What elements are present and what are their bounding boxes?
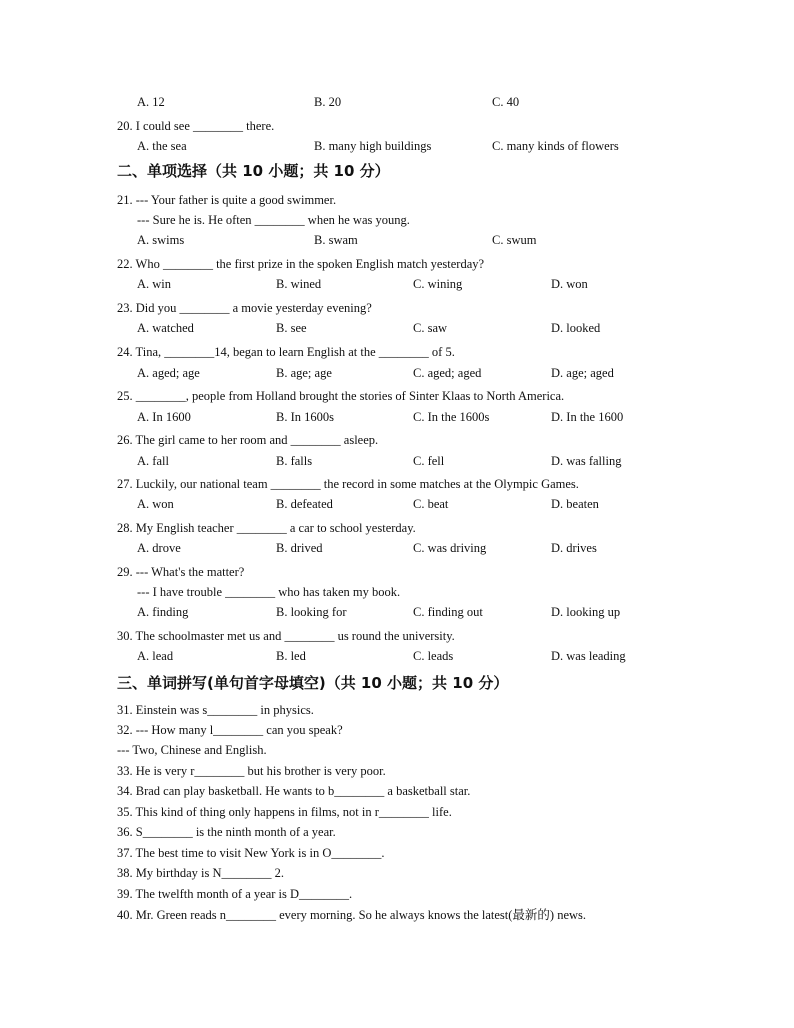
question-38: 38. My birthday is N________ 2. — [117, 866, 285, 880]
question-28-stem: 28. My English teacher ________ a car to school yesterday. — [117, 521, 416, 535]
option-a: A. win — [137, 277, 172, 291]
option-b: B. swam — [314, 233, 358, 247]
option-d: D. won — [551, 277, 588, 291]
question-25-stem: 25. ________, people from Holland brought the stories of Sinter Klaas to North America. — [117, 389, 565, 403]
section-2-heading: 二、单项选择（共 10 小题；共 10 分） — [117, 162, 390, 180]
question-27-stem: 27. Luckily, our national team ________ the record in some matches at the Olympic Games. — [117, 477, 579, 491]
question-26-stem: 26. The girl came to her room and ________ asleep. — [117, 433, 379, 447]
option-a: A. lead — [137, 649, 174, 663]
option-a: A. aged; age — [137, 366, 200, 380]
option-c: C. leads — [413, 649, 454, 663]
question-36: 36. S________ is the ninth month of a year. — [117, 825, 336, 839]
option-c: C. many kinds of flowers — [492, 139, 619, 153]
option-b: B. age; age — [276, 366, 332, 380]
option-b: B. looking for — [276, 605, 347, 619]
question-22-stem: 22. Who ________ the first prize in the spoken English match yesterday? — [117, 257, 485, 271]
option-a: A. In 1600 — [137, 410, 191, 424]
option-d: D. age; aged — [551, 366, 614, 380]
option-a: A. the sea — [137, 139, 187, 153]
option-c: C. saw — [413, 321, 448, 335]
question-35: 35. This kind of thing only happens in films, not in r________ life. — [117, 805, 452, 819]
option-b: B. many high buildings — [314, 139, 432, 153]
option-a: A. 12 — [137, 95, 165, 109]
question-39: 39. The twelfth month of a year is D________. — [117, 887, 353, 901]
option-d: D. beaten — [551, 497, 599, 511]
option-a: A. won — [137, 497, 174, 511]
option-b: B. see — [276, 321, 307, 335]
option-b: B. defeated — [276, 497, 333, 511]
option-c: C. 40 — [492, 95, 520, 109]
question-32: 32. --- How many l________ can you speak? — [117, 723, 343, 737]
option-d: D. was falling — [551, 454, 622, 468]
option-a: A. finding — [137, 605, 189, 619]
question-20-stem: 20. I could see ________ there. — [117, 119, 275, 133]
option-c: C. In the 1600s — [413, 410, 490, 424]
option-c: C. was driving — [413, 541, 487, 555]
option-c: C. beat — [413, 497, 449, 511]
question-34: 34. Brad can play basketball. He wants to b________ a basketball star. — [117, 784, 471, 798]
question-32-answer-line: --- Two, Chinese and English. — [117, 743, 267, 757]
option-a: A. fall — [137, 454, 169, 468]
question-23-stem: 23. Did you ________ a movie yesterday evening? — [117, 301, 372, 315]
question-33: 33. He is very r________ but his brother is very poor. — [117, 764, 386, 778]
option-c: C. wining — [413, 277, 463, 291]
question-30-stem: 30. The schoolmaster met us and ________ us round the university. — [117, 629, 455, 643]
question-29-stem-2: --- I have trouble ________ who has taken my book. — [137, 585, 401, 599]
question-21-stem: 21. --- Your father is quite a good swimmer. — [117, 193, 337, 207]
option-b: B. drived — [276, 541, 323, 555]
option-d: D. drives — [551, 541, 597, 555]
option-c: C. finding out — [413, 605, 483, 619]
option-a: A. drove — [137, 541, 181, 555]
option-c: C. aged; aged — [413, 366, 482, 380]
option-b: B. led — [276, 649, 306, 663]
option-b: B. wined — [276, 277, 322, 291]
option-d: D. In the 1600 — [551, 410, 624, 424]
option-c: C. swum — [492, 233, 537, 247]
question-21-stem-2: --- Sure he is. He often ________ when he was young. — [137, 213, 410, 227]
question-29-stem: 29. --- What's the matter? — [117, 565, 245, 579]
option-d: D. looking up — [551, 605, 621, 619]
option-b: B. falls — [276, 454, 313, 468]
option-b: B. In 1600s — [276, 410, 334, 424]
section-3-heading: 三、单词拼写(单句首字母填空)（共 10 小题；共 10 分） — [117, 674, 509, 692]
option-a: A. watched — [137, 321, 194, 335]
option-d: D. looked — [551, 321, 601, 335]
option-a: A. swims — [137, 233, 185, 247]
option-d: D. was leading — [551, 649, 626, 663]
question-37: 37. The best time to visit New York is in O________. — [117, 846, 385, 860]
question-40: 40. Mr. Green reads n________ every morning. So he always knows the latest(最新的) news. — [117, 908, 587, 922]
question-31: 31. Einstein was s________ in physics. — [117, 703, 314, 717]
option-b: B. 20 — [314, 95, 342, 109]
question-24-stem: 24. Tina, ________14, began to learn English at the ________ of 5. — [117, 345, 455, 359]
option-c: C. fell — [413, 454, 445, 468]
